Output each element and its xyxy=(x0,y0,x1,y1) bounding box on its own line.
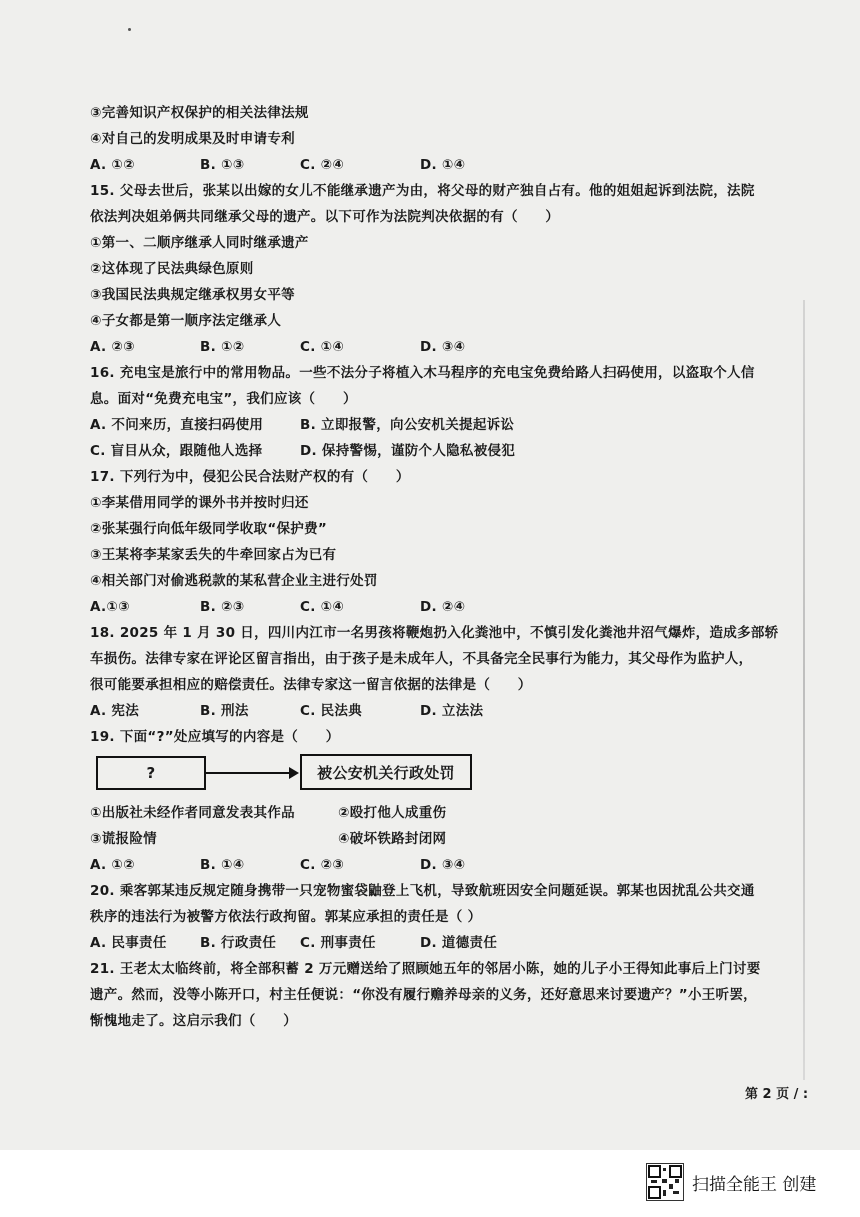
scanner-watermark xyxy=(646,1163,816,1201)
paper-fold-line xyxy=(803,300,805,1080)
q20-options xyxy=(90,930,796,956)
q14-option-d: D. ①④ xyxy=(420,157,466,173)
q15-item-2: ②这体现了民法典绿色原则 xyxy=(90,261,254,277)
q14-option-a: A. ①② xyxy=(90,157,135,173)
q19-stem: 19. 下面“?”处应填写的内容是（ ） xyxy=(90,729,340,745)
q16-option-a: A. 不问来历，直接扫码使用 xyxy=(90,417,264,433)
q20-option-a: A. 民事责任 xyxy=(90,935,167,951)
q19-option-c: C. ②③ xyxy=(300,857,345,873)
q21-stem-line-1: 21. 王老太太临终前，将全部积蓄 2 万元赠送给了照顾她五年的邻居小陈，她的儿子小王得知此事后上门讨要 xyxy=(90,961,761,977)
q19-option-b: B. ①④ xyxy=(200,857,245,873)
q20-option-d: D. 道德责任 xyxy=(420,935,498,951)
q18-option-c: C. 民法典 xyxy=(300,703,363,719)
question-content xyxy=(90,100,796,1034)
q18-stem-line-1: 18. 2025 年 1 月 30 日，四川内江市一名男孩将鞭炮扔入化粪池中，不慎引发化粪池井沼气爆炸，造成多部轿 xyxy=(90,625,779,641)
q16-option-d: D. 保持警惕，谨防个人隐私被侵犯 xyxy=(300,443,516,459)
q16-stem-line-2: 息。面对“免费充电宝”，我们应该（ ） xyxy=(90,391,357,407)
q19-arrow-shaft xyxy=(206,772,292,774)
q19-arrow-head-icon xyxy=(289,767,299,779)
q15-item-3: ③我国民法典规定继承权男女平等 xyxy=(90,287,295,303)
q19-options xyxy=(90,852,796,878)
q14-options xyxy=(90,152,796,178)
q15-item-1: ①第一、二顺序继承人同时继承遗产 xyxy=(90,235,309,251)
q15-option-d: D. ③④ xyxy=(420,339,466,355)
q19-option-d: D. ③④ xyxy=(420,857,466,873)
q19-question-box: ? xyxy=(96,756,206,790)
q19-item-2: ②殴打他人成重伤 xyxy=(338,805,447,821)
q17-item-3: ③王某将李某家丢失的牛牵回家占为已有 xyxy=(90,547,337,563)
q17-option-c: C. ①④ xyxy=(300,599,345,615)
q15-stem-line-2: 依法判决姐弟俩共同继承父母的遗产。以下可作为法院判决依据的有（ ） xyxy=(90,209,560,225)
q19-item-1: ①出版社未经作者同意发表其作品 xyxy=(90,805,295,821)
q14-option-c: C. ②④ xyxy=(300,157,345,173)
q19-item-4: ④破坏铁路封闭网 xyxy=(338,831,447,847)
q18-option-b: B. 刑法 xyxy=(200,703,249,719)
q19-option-a: A. ①② xyxy=(90,857,135,873)
q17-item-2: ②张某强行向低年级同学收取“保护费” xyxy=(90,521,328,537)
scanner-brand-text: 扫描全能王 创建 xyxy=(692,1174,817,1195)
q18-stem-line-3: 很可能要承担相应的赔偿责任。法律专家这一留言依据的法律是（ ） xyxy=(90,677,532,693)
page-number: 第 2 页 / : xyxy=(745,1087,809,1102)
q16-option-b: B. 立即报警，向公安机关提起诉讼 xyxy=(300,417,515,433)
q18-stem-line-2: 车损伤。法律专家在评论区留言指出，由于孩子是未成年人，不具备完全民事行为能力，其父母作为监护人， xyxy=(90,651,753,667)
q19-item-3: ③谎报险情 xyxy=(90,831,157,847)
q17-option-b: B. ②③ xyxy=(200,599,245,615)
q17-stem: 17. 下列行为中，侵犯公民合法财产权的有（ ） xyxy=(90,469,410,485)
q19-items-row-1 xyxy=(90,800,796,826)
q18-option-d: D. 立法法 xyxy=(420,703,484,719)
q17-option-d: D. ②④ xyxy=(420,599,466,615)
q16-options-row-2 xyxy=(90,438,796,464)
q15-option-a: A. ②③ xyxy=(90,339,135,355)
q20-stem-line-2: 秩序的违法行为被警方依法行政拘留。郭某应承担的责任是（ ） xyxy=(90,909,482,925)
q15-options xyxy=(90,334,796,360)
q21-stem-line-2: 遗产。然而，没等小陈开口，村主任便说：“你没有履行赡养母亲的义务，还好意思来讨要遗产？”小王听罢， xyxy=(90,987,757,1003)
q20-option-b: B. 行政责任 xyxy=(200,935,277,951)
q15-option-b: B. ①② xyxy=(200,339,245,355)
q17-option-a: A.①③ xyxy=(90,599,130,615)
q16-options-row-1 xyxy=(90,412,796,438)
q20-option-c: C. 刑事责任 xyxy=(300,935,376,951)
q18-option-a: A. 宪法 xyxy=(90,703,140,719)
q17-options xyxy=(90,594,796,620)
q14-item-3: ③完善知识产权保护的相关法律法规 xyxy=(90,105,309,121)
q15-item-4: ④子女都是第一顺序法定继承人 xyxy=(90,313,282,329)
q21-stem-line-3: 惭愧地走了。这启示我们（ ） xyxy=(90,1013,297,1029)
scan-speck xyxy=(128,28,131,31)
q18-options xyxy=(90,698,796,724)
q19-items-row-2 xyxy=(90,826,796,852)
qr-code-icon xyxy=(646,1163,684,1201)
q14-item-4: ④对自己的发明成果及时申请专利 xyxy=(90,131,295,147)
q20-stem-line-1: 20. 乘客郭某违反规定随身携带一只宠物蜜袋鼬登上飞机，导致航班因安全问题延误。郭某也因扰乱公共交通 xyxy=(90,883,755,899)
q17-item-4: ④相关部门对偷逃税款的某私营企业主进行处罚 xyxy=(90,573,378,589)
q17-item-1: ①李某借用同学的课外书并按时归还 xyxy=(90,495,309,511)
q15-stem-line-1: 15. 父母去世后，张某以出嫁的女儿不能继承遗产为由，将父母的财产独自占有。他的姐姐起诉到法院，法院 xyxy=(90,183,755,199)
q16-option-c: C. 盲目从众，跟随他人选择 xyxy=(90,443,263,459)
q16-stem-line-1: 16. 充电宝是旅行中的常用物品。一些不法分子将植入木马程序的充电宝免费给路人扫码使用，以盗取个人信 xyxy=(90,365,755,381)
q19-flow-diagram xyxy=(96,754,796,794)
q14-option-b: B. ①③ xyxy=(200,157,245,173)
q19-result-box: 被公安机关行政处罚 xyxy=(300,754,472,790)
q15-option-c: C. ①④ xyxy=(300,339,345,355)
